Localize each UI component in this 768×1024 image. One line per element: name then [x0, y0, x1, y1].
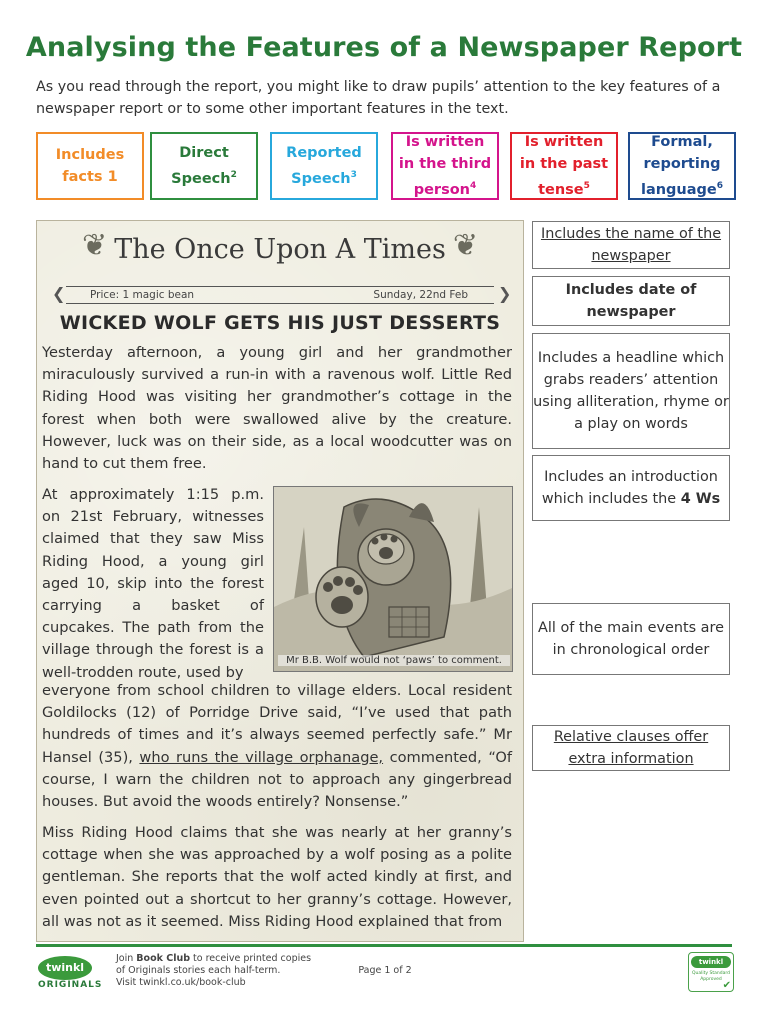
- paragraph-3-part-a: everyone from school children to village elders. Local resident Goldilocks (12) of Porridge Drive said, “I’ve used that path hundreds of times and it’s always seemed perfectly safe.” Mr Hansel (35),: [42, 682, 512, 766]
- check-icon: ✔: [722, 980, 731, 991]
- note-introduction: [532, 455, 730, 521]
- intro-text: As you read through the report, you might like to draw pupils’ attention to the key features of a newspaper report or to some other important features in the text.: [36, 79, 721, 117]
- footer-divider: [36, 944, 732, 947]
- badge-logo: twinkl: [691, 956, 731, 968]
- newspaper-name: The Once Upon A Times: [114, 234, 446, 265]
- feature-box-formal-language: [628, 132, 736, 200]
- footer-book-club-link: Book Club: [136, 953, 191, 964]
- feature-box-direct-speech: [150, 132, 258, 200]
- feature-number: 3: [350, 170, 357, 181]
- footer-line1-pre: Join: [116, 953, 137, 964]
- feature-label: Reported Speech: [286, 145, 362, 187]
- logo-wordmark: twinkl: [38, 956, 92, 980]
- feature-number: 4: [470, 181, 477, 192]
- badge-text: Quality Standard Approved: [692, 971, 730, 982]
- fairy-ornament-icon: ❦: [452, 228, 478, 263]
- footer-line2: of Originals stories each half-term.: [116, 965, 281, 976]
- footer-book-club-text: [116, 953, 311, 989]
- feature-label: Is written in the third person: [398, 134, 492, 198]
- paragraph-2: At approximately 1:15 p.m. on 21st February, witnesses claimed that they saw Miss Riding Hood, a young girl aged 10, skip into the forest carrying a basket of cupcakes. The path from the village through the forest is a well-trodden route, used by: [42, 486, 264, 681]
- footer-line1-post: to receive printed copies: [190, 953, 312, 964]
- paragraph-3: [42, 680, 512, 813]
- paragraph-1: Yesterday afternoon, a young girl and her grandmother miraculously survived a run-in with a ravenous wolf. Little Red Riding Hood was visiting her grandmother’s cottage in the forest when both were swallowed alive by the creature. However, luck was on their side, as a local woodcutter was on hand to cut them free.: [42, 344, 512, 473]
- photo-caption: Mr B.B. Wolf would not ‘paws’ to comment.: [278, 655, 510, 666]
- feature-box-reported-speech: [270, 132, 378, 200]
- feature-box-third-person: [391, 132, 499, 200]
- note-chronological: All of the main events are in chronological order: [532, 603, 730, 675]
- price-text: Price: 1 magic bean: [90, 289, 195, 301]
- logo-subtitle: ORIGINALS: [38, 980, 103, 990]
- feature-number: 1: [107, 169, 118, 185]
- footer-line3: Visit twinkl.co.uk/book-club: [116, 977, 246, 988]
- headline: WICKED WOLF GETS HIS JUST DESSERTS: [59, 312, 501, 334]
- paragraph-3-part-b: commented, “Of course, I warn the children not to approach any gingerbread houses. But avoid the woods entirely? Nonsense.”: [42, 748, 512, 811]
- page-title: Analysing the Features of a Newspaper Report: [25, 32, 743, 63]
- note-newspaper-name: Includes the name of the newspaper: [532, 221, 730, 269]
- wolf-illustration: [273, 486, 513, 672]
- feature-label: Includes facts: [55, 147, 125, 185]
- feature-number: 5: [583, 181, 590, 192]
- masthead: [42, 224, 518, 286]
- quality-badge: [688, 952, 734, 992]
- note-headline: Includes a headline which grabs readers’ attention using alliteration, rhyme or a play on words: [532, 333, 730, 449]
- wolf-drawing: [274, 487, 513, 672]
- note-intro-bold: 4 Ws: [680, 491, 721, 507]
- note-intro-text: Includes an introduction which includes the: [541, 469, 718, 507]
- date-text: Sunday, 22nd Feb: [373, 289, 468, 301]
- feature-box-past-tense: [510, 132, 618, 200]
- paragraph-4: Miss Riding Hood claims that she was nearly at her granny’s cottage when she was approached by a wolf posing as a polite gentleman. She reports that the wolf acted kindly at first, and even pointed out a shortcut to her granny’s cottage. However, all was not as it seemed. Miss Riding Hood explained that from: [42, 824, 512, 930]
- twinkl-originals-logo: [36, 956, 103, 990]
- fairy-ornament-icon: ❦: [82, 228, 108, 263]
- note-date: Includes date of newspaper: [532, 276, 730, 326]
- relative-clause: who runs the village orphanage,: [139, 748, 384, 766]
- feature-label: Formal, reporting language: [640, 134, 721, 198]
- feature-number: 2: [230, 170, 237, 181]
- page-number: Page 1 of 2: [358, 965, 412, 976]
- note-relative-clauses: Relative clauses offer extra information: [532, 725, 730, 771]
- price-date-bar: [66, 286, 494, 304]
- scroll-curl-icon: ❮: [52, 284, 66, 303]
- feature-label: Is written in the past tense: [519, 134, 609, 198]
- feature-box-facts: [36, 132, 144, 200]
- feature-label: Direct Speech: [171, 145, 231, 187]
- feature-number: 6: [716, 181, 724, 192]
- scroll-curl-icon: ❯: [498, 284, 512, 303]
